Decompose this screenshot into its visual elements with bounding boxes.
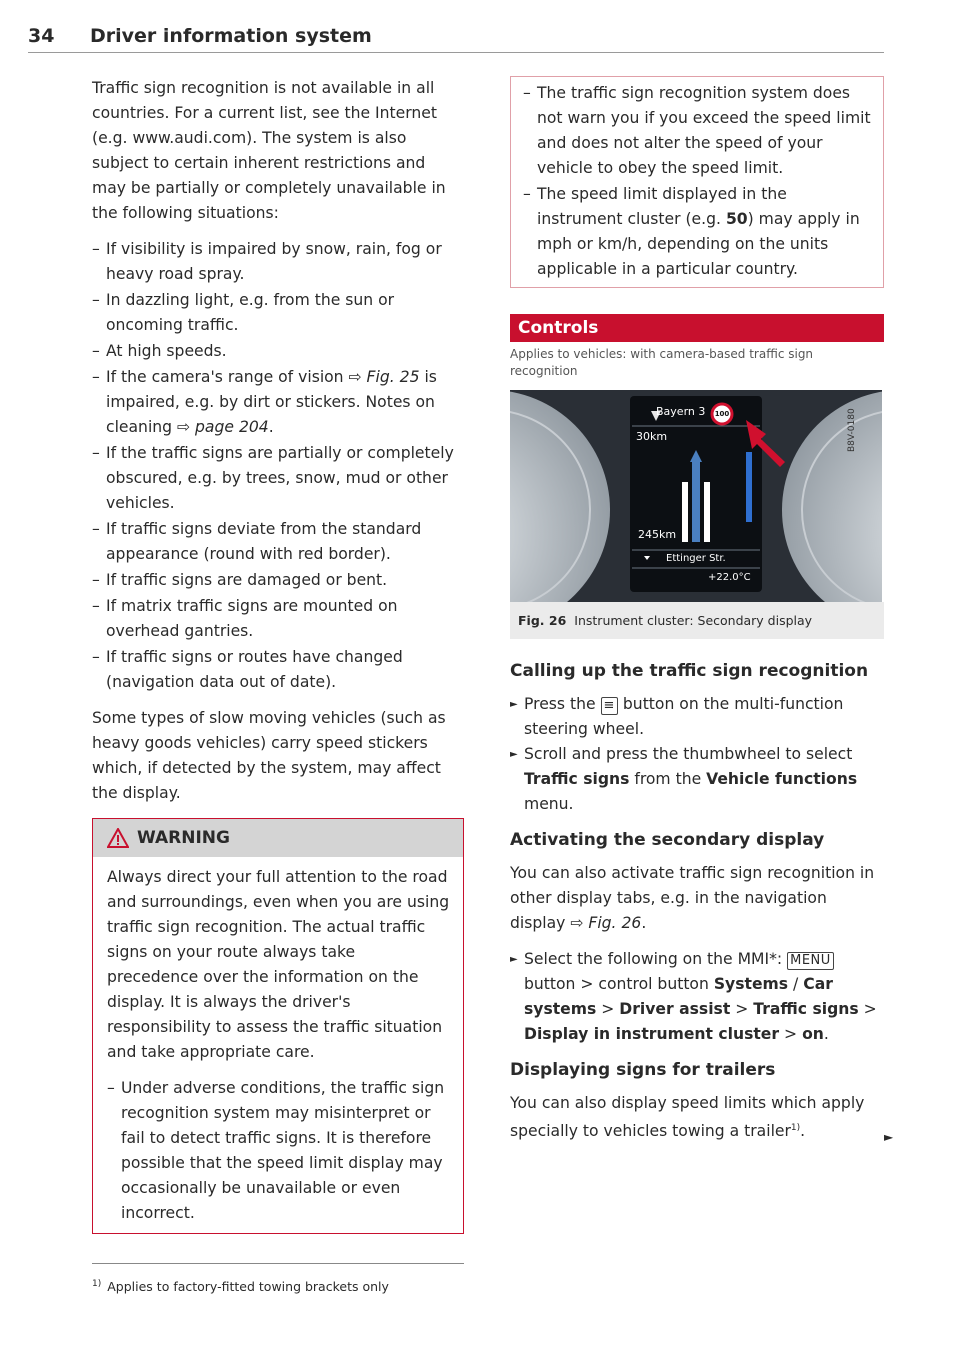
step-text: Select the following on the MMI*: — [524, 950, 788, 968]
list-item: – If traffic signs or routes have changed (navigation data out of date). — [92, 645, 464, 695]
section-title: Driver information system — [90, 25, 372, 47]
warning-box — [92, 818, 464, 1234]
menu-path-item: Car systems — [524, 975, 833, 1018]
paragraph-text: . — [641, 914, 647, 932]
list-item-text: If the camera's range of vision — [106, 368, 349, 386]
instrument-cluster-figure — [510, 390, 882, 602]
paragraph-text: You can also activate traffic sign recognition in other display tabs, e.g. in the navigation display — [510, 864, 875, 932]
figure-caption-text: Instrument cluster: Secondary display — [574, 613, 813, 628]
step-text: > — [596, 1000, 620, 1018]
slow-vehicles-paragraph: Some types of slow moving vehicles (such as heavy goods vehicles) carry speed stickers which, if detected by the system, may affect the display. — [92, 709, 446, 802]
list-item — [523, 182, 873, 282]
list-item — [510, 742, 884, 817]
list-item-text: . — [268, 418, 274, 436]
right-column — [510, 76, 884, 1155]
secondary-display-steps — [510, 947, 884, 1047]
temperature-readout: +22.0°C — [708, 572, 751, 583]
menu-key: MENU — [787, 952, 834, 970]
warning-header — [93, 819, 463, 857]
menu-path-item: Systems — [713, 975, 789, 993]
list-item: – If visibility is impaired by snow, rain, fog or heavy road spray. — [92, 237, 464, 287]
step-text: / — [788, 975, 804, 993]
secondary-display-paragraph — [510, 861, 884, 936]
list-item: – The traffic sign recognition system does not warn you if you exceed the speed limit and does not alter the speed of your vehicle to obey the speed limit. — [523, 81, 873, 181]
list-item: – Under adverse conditions, the traffic sign recognition system may misinterpret or fail to detect traffic signs. It is therefore possible that the speed limit display may occasionally be unavailable or even incorrect. — [107, 1076, 451, 1226]
menu-name: Vehicle functions — [706, 770, 858, 788]
list-item: – If the traffic signs are partially or completely obscured, e.g. by trees, snow, mud or other vehicles. — [92, 441, 464, 516]
list-item-text: ) may apply in mph or km/h, depending on the units applicable in a particular country. — [537, 210, 860, 278]
step-text: button on the multi-function steering wheel. — [524, 695, 844, 738]
list-item — [510, 947, 884, 1047]
trailers-paragraph — [510, 1091, 884, 1144]
footnote-mark: 1) — [92, 1279, 102, 1289]
menu-path-item: Traffic signs — [753, 1000, 859, 1018]
figure-caption — [510, 602, 884, 639]
page-number: 34 — [28, 25, 55, 47]
step-text: > — [730, 1000, 754, 1018]
paragraph-text: You can also display speed limits which apply specially to vehicles towing a trailer — [510, 1094, 865, 1141]
speed-sign-value: 100 — [714, 410, 730, 418]
list-item: – If matrix traffic signs are mounted on overhead gantries. — [92, 594, 464, 644]
menu-path-item: Driver assist — [619, 1000, 731, 1018]
step-text: Press the — [524, 695, 601, 713]
warning-title: WARNING — [137, 827, 230, 848]
distance-bottom: 245km — [638, 528, 677, 541]
page-204-link[interactable]: ⇨ page 204 — [177, 418, 269, 436]
list-item — [92, 365, 464, 440]
footnote-marker: 1) — [790, 1123, 801, 1133]
fig-25-link[interactable]: ⇨ Fig. 25 — [348, 368, 420, 386]
continue-arrow-icon: ► — [884, 1130, 894, 1144]
speed-example: 50 — [725, 210, 748, 228]
street-name: Ettinger Str. — [666, 553, 726, 564]
list-item-text: is impaired, e.g. by dirt or stickers. Notes on cleaning — [106, 368, 437, 436]
menu-path-item: on — [802, 1025, 824, 1043]
footnote-divider — [92, 1263, 464, 1264]
list-item — [510, 692, 884, 742]
controls-heading: Controls — [510, 314, 884, 342]
calling-up-heading: Calling up the traffic sign recognition — [510, 661, 869, 681]
warning-text: Always direct your full attention to the road and surroundings, even when you are using traffic sign recognition. The actual traffic signs on your route always take precedence over the information on the display. It is always the driver's responsibility to assess the traffic situation and take appropriate care. — [107, 868, 450, 1061]
distance-top: 30km — [636, 430, 668, 443]
step-text: button > control button — [524, 975, 714, 993]
menu-path-item: Display in instrument cluster — [524, 1025, 780, 1043]
warning-body — [93, 857, 463, 1233]
list-item: – In dazzling light, e.g. from the sun or oncoming traffic. — [92, 288, 464, 338]
figure-label: Fig. 26 — [518, 613, 567, 628]
warning-triangle-icon — [107, 828, 129, 848]
page-header — [28, 22, 884, 53]
footnote — [92, 1274, 389, 1297]
distance-bar — [746, 452, 752, 522]
menu-item-name: Traffic signs — [524, 770, 630, 788]
figure-code: B8V-0180 — [847, 408, 857, 452]
left-column — [92, 76, 464, 1234]
step-text: > — [858, 1000, 877, 1018]
list-item: – At high speeds. — [92, 339, 464, 364]
fig-26-link[interactable]: ⇨ Fig. 26 — [570, 914, 642, 932]
secondary-display-heading: Activating the secondary display — [510, 830, 825, 850]
route-arrow — [692, 462, 700, 542]
list-item: – If traffic signs deviate from the standard appearance (round with red border). — [92, 517, 464, 567]
footnote-text: Applies to factory-fitted towing brackets only — [107, 1279, 389, 1295]
trailers-heading: Displaying signs for trailers — [510, 1060, 776, 1080]
step-text: > — [779, 1025, 803, 1043]
intro-paragraph: Traffic sign recognition is not available in all countries. For a current list, see the Internet (e.g. www.audi.com). The system is also subject to certain inherent restrictions and may be partially or completely unavailable in the following situations: — [92, 79, 446, 222]
station-name: Bayern 3 — [656, 405, 706, 418]
step-text: Scroll and press the thumbwheel to select — [524, 745, 853, 763]
step-text: . — [823, 1025, 829, 1043]
instrument-cluster-illustration — [510, 390, 882, 602]
calling-up-steps — [510, 692, 884, 817]
list-item-text: The speed limit displayed in the instrument cluster (e.g. — [537, 185, 787, 228]
paragraph-text: . — [800, 1122, 806, 1141]
applies-to-note: Applies to vehicles: with camera-based traffic sign recognition — [510, 347, 814, 378]
notes-list — [523, 81, 873, 282]
list-item: – If traffic signs are damaged or bent. — [92, 568, 464, 593]
warning-list — [107, 1076, 451, 1226]
step-text: menu. — [524, 795, 574, 813]
notes-box — [510, 76, 884, 288]
step-text: from the — [629, 770, 707, 788]
situations-list — [92, 237, 464, 695]
menu-list-key-icon: ≡ — [601, 697, 618, 715]
